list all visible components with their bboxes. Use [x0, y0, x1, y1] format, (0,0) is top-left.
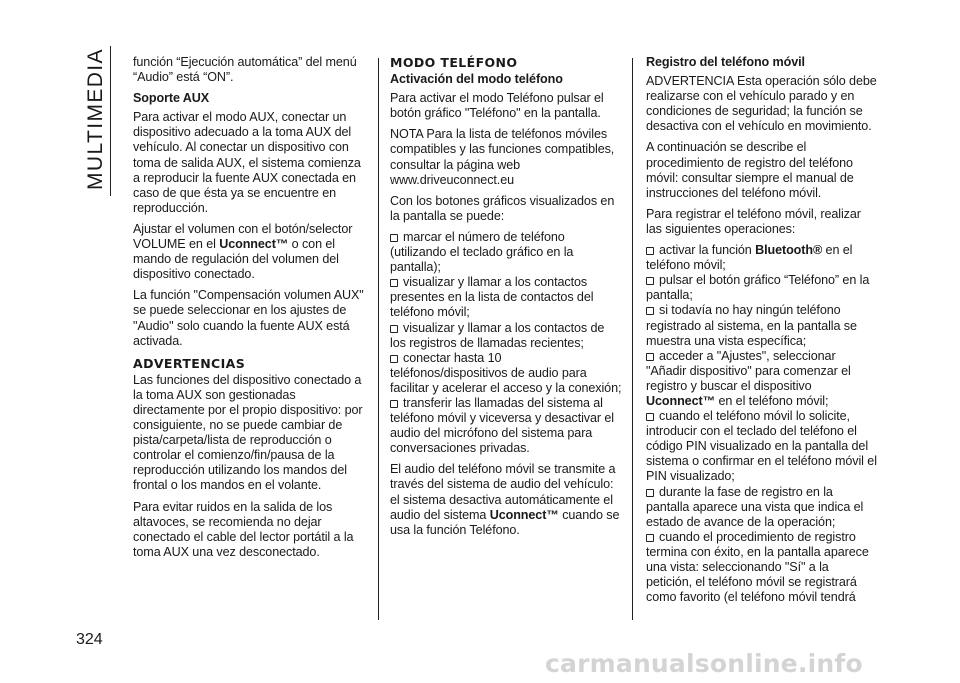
bullet-square-icon [390, 325, 398, 333]
bullet-square-icon [646, 247, 654, 255]
list-item: cuando el teléfono móvil lo solicite, introducir con el teclado del teléfono el código PIN visualizado en la pantalla del sistema o confirmar en el teléfono móvil el PIN visualizado; [646, 409, 877, 484]
paragraph-aux-activation: Para activar el modo AUX, conectar un dispositivo adecuado a la toma AUX del vehículo. Al conectar un dispositivo con toma de salida AUX, el sistema comienza a reproducir la fuente AUX conectada en caso de que ésta ya se encuentre en reproducción. [133, 110, 361, 215]
heading-modo-telefono: MODO TELÉFONO [390, 55, 518, 70]
paragraph-operaciones: Para registrar el teléfono móvil, realizar las siguientes operaciones: [646, 206, 861, 236]
bullet-square-icon [646, 534, 654, 542]
brand-uconnect: Uconnect™ [646, 393, 716, 408]
column-divider-2 [632, 58, 633, 620]
bullet-square-icon [390, 279, 398, 287]
column-3 [646, 55, 878, 605]
column-divider-1 [378, 58, 379, 620]
page-number: 324 [76, 631, 103, 648]
list-item: acceder a "Ajustes", seleccionar "Añadir dispositivo" para comenzar el registro y buscar el dispositivo Uconnect™ en el teléfono móvil; [646, 348, 851, 408]
heading-soporte-aux: Soporte AUX [133, 91, 210, 106]
brand-uconnect: Uconnect™ [219, 237, 289, 252]
list-item: conectar hasta 10 teléfonos/dispositivos de audio para facilitar y acelerar el acceso y la conexión; [390, 350, 622, 395]
paragraph-continuation: función “Ejecución automática” del menú “Audio” está “ON”. [133, 55, 357, 85]
paragraph-advertencias-1: Las funciones del dispositivo conectado a la toma AUX son gestionadas directamente por el propio dispositivo: por consiguiente, no se puede cambiar de pista/carpeta/lista de reproducción o controlar el comienzo/fin/pausa de la reproducción utilizando los mandos del frontal o los mandos en el volante. [133, 372, 363, 493]
paragraph-nota: NOTA Para la lista de teléfonos móviles compatibles y las funciones compatibles, consultar la página web www.driveuconnect.eu [390, 127, 615, 187]
paragraph-aux-compensation: La función "Compensación volumen AUX" se puede seleccionar en los ajustes de "Audio" solo cuando la fuente AUX está activada. [133, 288, 364, 348]
list-item: visualizar y llamar a los contactos presentes en la lista de contactos del teléfono móvil; [390, 275, 594, 320]
bullet-square-icon [390, 355, 398, 363]
heading-activacion: Activación del modo teléfono [390, 72, 563, 87]
list-item: marcar el número de teléfono (utilizando el teclado gráfico en la pantalla); [390, 229, 574, 275]
column-2 [390, 55, 622, 544]
bullet-square-icon [390, 234, 398, 242]
list-item: cuando el procedimiento de registro termina con éxito, en la pantalla aparece una vista: seleccionando "Sí" a la petición, el teléfono móvil se registrará como favorito (el teléfono móvil tendrá [646, 529, 869, 605]
bullet-square-icon [646, 353, 654, 361]
section-title: MULTIMEDIA [84, 48, 107, 190]
brand-bluetooth: Bluetooth® [755, 243, 823, 258]
paragraph-activacion: Para activar el modo Teléfono pulsar el botón gráfico "Teléfono" en la pantalla. [390, 91, 604, 121]
section-title-rule [110, 46, 111, 196]
list-item: pulsar el botón gráfico “Teléfono” en la pantalla; [646, 273, 870, 303]
bullet-square-icon [646, 307, 654, 315]
paragraph-audio-telefono: El audio del teléfono móvil se transmite a través del sistema de audio del vehículo: el sistema desactiva automáticamente el audio del sistema Uconnect™ cuando se usa la función Teléfono. [390, 462, 620, 537]
paragraph-advertencias-2: Para evitar ruidos en la salida de los altavoces, se recomienda no dejar conectado el cable del lector portátil a la toma AUX una vez desconectado. [133, 499, 354, 559]
list-item: activar la función Bluetooth® en el teléfono móvil; [646, 243, 853, 273]
paragraph-procedimiento: A continuación se describe el procedimiento de registro del teléfono móvil: consultar siempre el manual de instrucciones del teléfono móvil. [646, 140, 854, 200]
bullet-square-icon [646, 489, 654, 497]
paragraph-advertencia: ADVERTENCIA Esta operación sólo debe realizarse con el vehículo parado y en condiciones de seguridad; la función se desactiva con el vehículo en movimiento. [646, 74, 877, 134]
list-item: visualizar y llamar a los contactos de los registros de llamadas recientes; [390, 320, 605, 350]
bullet-square-icon [646, 413, 654, 421]
paragraph-aux-volume: Ajustar el volumen con el botón/selector VOLUME en el Uconnect™ o con el mando de regulación del volumen del dispositivo conectado. [133, 221, 353, 282]
heading-registro: Registro del teléfono móvil [646, 55, 805, 69]
brand-uconnect: Uconnect™ [489, 507, 559, 522]
watermark: carmanualsonline.info [545, 649, 863, 678]
paragraph-botones: Con los botones gráficos visualizados en la pantalla se puede: [390, 193, 615, 223]
list-item: durante la fase de registro en la pantalla aparece una vista que indica el estado de avance de la operación; [646, 484, 864, 529]
column-1 [133, 55, 365, 566]
list-item: transferir las llamadas del sistema al teléfono móvil y viceversa y desactivar el audio del micrófono del sistema para conversaciones privadas. [390, 395, 614, 456]
bullet-square-icon [390, 400, 398, 408]
heading-advertencias: ADVERTENCIAS [133, 355, 246, 371]
bullet-square-icon [646, 277, 654, 285]
list-item: si todavía no hay ningún teléfono registrado al sistema, en la pantalla se muestra una vista específica; [646, 303, 857, 348]
